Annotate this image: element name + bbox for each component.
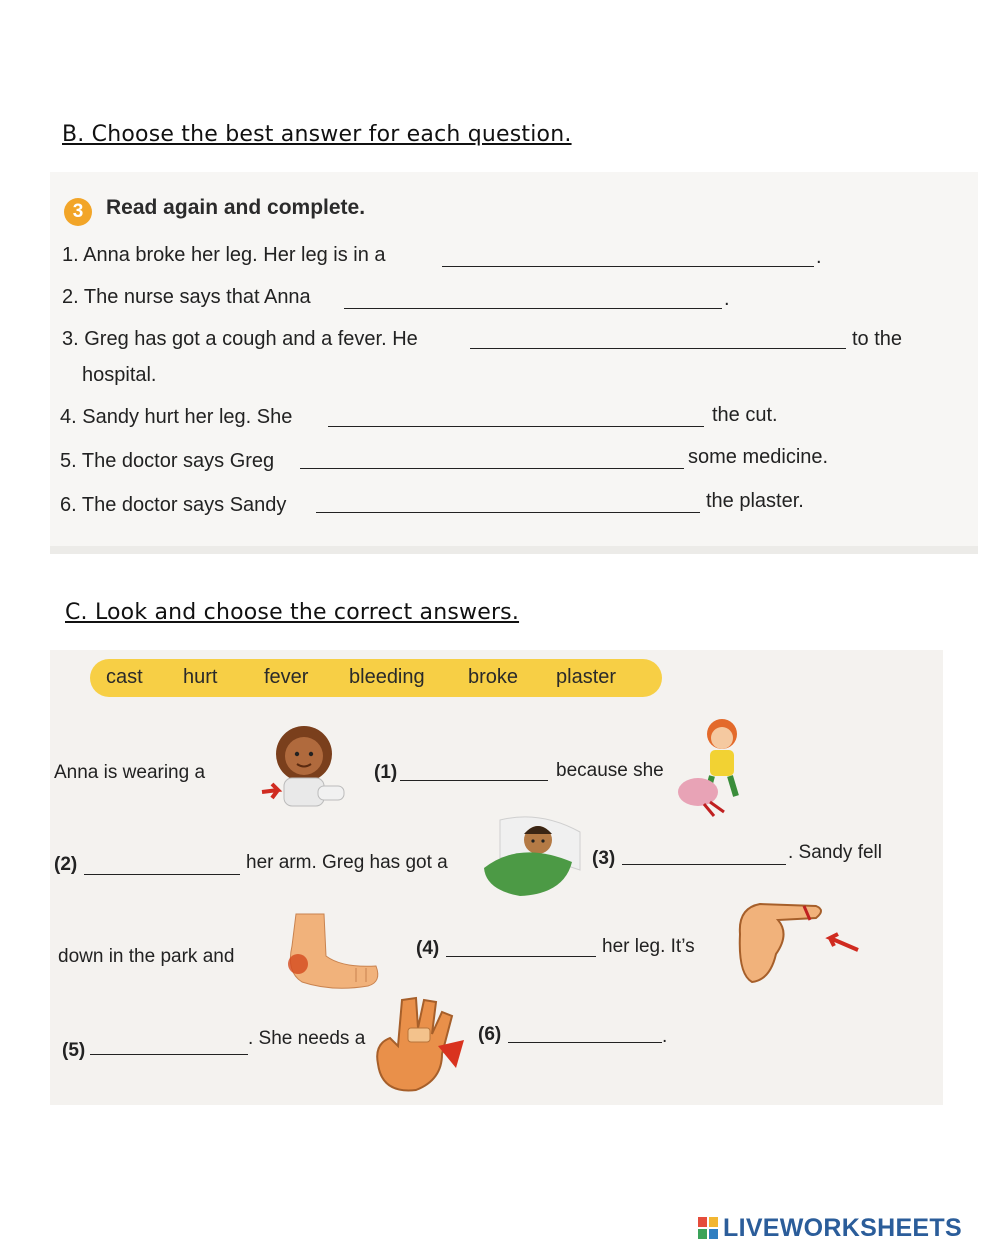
question-4-text: 4. Sandy hurt her leg. She [60, 406, 293, 428]
passage-blank-4[interactable] [446, 956, 596, 957]
liveworksheets-logo-icon [697, 1216, 719, 1240]
question-6-end: the plaster. [706, 490, 804, 512]
liveworksheets-brand[interactable] [697, 1213, 962, 1243]
section-c-exercise-panel [50, 650, 943, 1105]
number-label: (2) [54, 854, 78, 875]
question-5-text: 5. The doctor says Greg [60, 450, 275, 472]
question-5-end: some medicine. [688, 446, 829, 468]
question-4-end: the cut. [712, 404, 778, 426]
question-2-blank[interactable] [344, 308, 722, 309]
question-1-end: . [816, 246, 822, 268]
question-5-blank[interactable] [300, 468, 684, 469]
number-label: (3) [592, 848, 616, 869]
word-bank-item[interactable]: bleeding [349, 666, 425, 688]
question-6-blank[interactable] [316, 512, 700, 513]
question-3-continuation: hospital. [82, 364, 157, 386]
question-3-blank[interactable] [470, 348, 846, 349]
passage-number-4 [416, 938, 439, 960]
word-bank [90, 659, 662, 697]
passage-number-6 [478, 1024, 501, 1046]
word-bank-item[interactable]: hurt [183, 666, 218, 688]
number-label: (6) [478, 1024, 502, 1045]
exercise-number-badge: 3 [64, 198, 92, 226]
passage-text: her arm. Greg has got a [246, 852, 448, 873]
exercise-title: Read again and complete. [106, 196, 366, 219]
passage-number-1 [374, 762, 397, 784]
question-2-end: . [724, 288, 730, 310]
passage-number-2 [54, 854, 77, 876]
boy-in-bed-picture [480, 810, 590, 898]
question-4-blank[interactable] [328, 426, 704, 427]
plaster-hand-picture [372, 994, 472, 1098]
number-label: (5) [62, 1040, 86, 1061]
word-bank-item[interactable]: fever [264, 666, 309, 688]
passage-text: because she [556, 760, 664, 781]
question-1-blank[interactable] [442, 266, 814, 267]
passage-blank-1[interactable] [400, 780, 548, 781]
section-c-heading: C. Look and choose the correct answers. [65, 600, 520, 625]
question-6-text: 6. The doctor says Sandy [60, 494, 287, 516]
number-label: (4) [416, 938, 440, 959]
passage-blank-3[interactable] [622, 864, 786, 865]
number-label: (1) [374, 762, 398, 783]
word-bank-item[interactable]: plaster [556, 666, 617, 688]
question-3-text: 3. Greg has got a cough and a fever. He [62, 328, 418, 350]
passage-blank-6[interactable] [508, 1042, 662, 1043]
question-1-text: 1. Anna broke her leg. Her leg is in a [62, 244, 386, 266]
section-b-exercise-panel [50, 172, 978, 554]
passage-text: . She needs a [248, 1028, 366, 1049]
passage-text: Anna is wearing a [54, 762, 206, 783]
hurt-foot-picture [272, 912, 384, 996]
question-2-text: 2. The nurse says that Anna [62, 286, 311, 308]
passage-blank-2[interactable] [84, 874, 240, 875]
question-3-end: to the [852, 328, 903, 350]
passage-blank-5[interactable] [90, 1054, 248, 1055]
passage-number-3 [592, 848, 615, 870]
passage-text: . [662, 1026, 668, 1047]
word-bank-item[interactable]: broke [468, 666, 519, 688]
section-b-heading: B. Choose the best answer for each question. [62, 122, 572, 147]
passage-number-5 [62, 1040, 85, 1062]
passage-text: . Sandy fell [788, 842, 882, 863]
passage-text: her leg. It’s [602, 936, 695, 957]
word-bank-item[interactable]: cast [106, 666, 143, 688]
girl-arm-cast-picture [258, 720, 350, 812]
girl-falling-picture [670, 712, 760, 824]
brand-name: LIVEWORKSHEETS [723, 1213, 962, 1242]
bleeding-finger-picture [730, 894, 862, 990]
passage-text: down in the park and [58, 946, 235, 967]
